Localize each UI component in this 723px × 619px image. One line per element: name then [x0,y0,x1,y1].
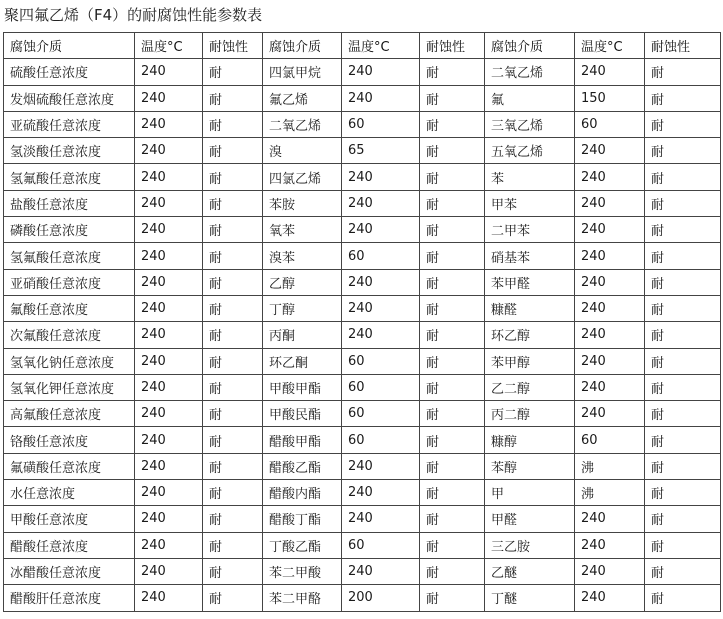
table-cell: 240 [135,348,203,374]
table-cell: 240 [342,269,420,295]
table-cell: 240 [135,401,203,427]
table-cell: 240 [342,217,420,243]
table-cell: 240 [135,480,203,506]
table-cell: 60 [342,532,420,558]
table-cell: 糠醛 [485,295,575,321]
table-cell: 甲酸民酯 [263,401,342,427]
table-cell: 60 [342,374,420,400]
table-cell: 耐 [645,295,721,321]
table-cell: 耐 [645,558,721,584]
table-cell: 240 [575,558,645,584]
table-cell: 三氧乙烯 [485,111,575,137]
table-cell: 60 [342,401,420,427]
table-cell: 醋酸乙酯 [263,453,342,479]
table-cell: 耐 [645,111,721,137]
table-row [4,164,721,190]
table-cell: 耐 [645,190,721,216]
table-cell: 60 [575,427,645,453]
table-cell: 五氧乙烯 [485,138,575,164]
table-row [4,269,721,295]
table-cell: 氢氟酸任意浓度 [4,243,135,269]
table-cell: 240 [135,295,203,321]
table-cell: 高氟酸任意浓度 [4,401,135,427]
table-cell: 丁醇 [263,295,342,321]
table-cell: 耐 [203,111,263,137]
table-cell: 耐 [203,374,263,400]
table-row [4,322,721,348]
table-cell: 耐 [645,532,721,558]
table-cell: 耐 [203,59,263,85]
table-cell: 耐 [420,164,485,190]
table-cell: 240 [135,558,203,584]
table-cell: 耐 [645,506,721,532]
table-cell: 240 [135,243,203,269]
table-cell: 氢氟酸任意浓度 [4,164,135,190]
table-cell: 糠醇 [485,427,575,453]
table-cell: 耐 [203,401,263,427]
table-cell: 氟乙烯 [263,85,342,111]
table-cell: 耐 [203,453,263,479]
table-cell: 三乙胺 [485,532,575,558]
table-cell: 二氧乙烯 [263,111,342,137]
table-cell: 240 [575,348,645,374]
table-cell: 四氯乙烯 [263,164,342,190]
table-cell: 60 [342,427,420,453]
table-cell: 耐 [420,401,485,427]
table-cell: 耐 [420,348,485,374]
column-header: 温度°C [575,33,645,59]
table-cell: 丙二醇 [485,401,575,427]
table-cell: 醋酸内酯 [263,480,342,506]
table-cell: 60 [342,243,420,269]
table-cell: 耐 [420,217,485,243]
table-cell: 240 [342,190,420,216]
table-cell: 铬酸任意浓度 [4,427,135,453]
table-cell: 240 [575,295,645,321]
table-cell: 甲酸甲酯 [263,374,342,400]
table-cell: 耐 [420,453,485,479]
table-cell: 耐 [203,243,263,269]
table-cell: 耐 [645,453,721,479]
table-row [4,374,721,400]
table-cell: 耐 [420,59,485,85]
table-cell: 耐 [203,217,263,243]
table-cell: 240 [575,506,645,532]
table-cell: 醋酸甲酯 [263,427,342,453]
table-cell: 耐 [645,85,721,111]
table-cell: 240 [342,85,420,111]
table-cell: 耐 [203,138,263,164]
table-cell: 硝基苯 [485,243,575,269]
table-cell: 苯二甲酪 [263,585,342,611]
table-cell: 240 [342,164,420,190]
table-cell: 240 [575,269,645,295]
table-cell: 240 [575,585,645,611]
table-cell: 240 [342,59,420,85]
table-row [4,348,721,374]
table-cell: 耐 [645,348,721,374]
table-cell: 240 [575,217,645,243]
table-row [4,558,721,584]
table-cell: 磷酸任意浓度 [4,217,135,243]
column-header: 温度°C [135,33,203,59]
table-cell: 耐 [645,269,721,295]
table-cell: 甲醛 [485,506,575,532]
table-cell: 亚硝酸任意浓度 [4,269,135,295]
table-cell: 氢氧化钾任意浓度 [4,374,135,400]
table-cell: 苯二甲酸 [263,558,342,584]
table-cell: 醋酸肝任意浓度 [4,585,135,611]
table-cell: 耐 [420,427,485,453]
table-cell: 240 [575,138,645,164]
table-cell: 240 [135,532,203,558]
table-cell: 耐 [420,374,485,400]
table-cell: 耐 [203,322,263,348]
table-cell: 耐 [420,85,485,111]
table-cell: 环乙酮 [263,348,342,374]
corrosion-table [3,32,721,612]
table-cell: 耐 [420,111,485,137]
table-cell: 发烟硫酸任意浓度 [4,85,135,111]
table-cell: 苯胺 [263,190,342,216]
table-row [4,453,721,479]
table-cell: 240 [575,532,645,558]
table-row [4,506,721,532]
table-row [4,190,721,216]
table-cell: 耐 [203,427,263,453]
table-cell: 苯甲醇 [485,348,575,374]
table-cell: 240 [342,558,420,584]
table-cell: 240 [135,506,203,532]
table-cell: 耐 [645,401,721,427]
table-cell: 耐 [420,506,485,532]
table-cell: 耐 [420,190,485,216]
table-cell: 60 [342,348,420,374]
table-cell: 乙二醇 [485,374,575,400]
table-cell: 耐 [203,295,263,321]
table-cell: 耐 [420,243,485,269]
table-cell: 耐 [420,480,485,506]
table-cell: 甲苯 [485,190,575,216]
table-cell: 200 [342,585,420,611]
table-cell: 丙酮 [263,322,342,348]
table-cell: 耐 [420,269,485,295]
table-cell: 丁酸乙酯 [263,532,342,558]
table-cell: 耐 [645,164,721,190]
table-cell: 甲酸任意浓度 [4,506,135,532]
page-title: 聚四氟乙烯（F4）的耐腐蚀性能参数表 [4,6,263,24]
table-cell: 240 [135,59,203,85]
table-cell: 耐 [645,480,721,506]
table-cell: 耐 [203,585,263,611]
table-cell: 乙醚 [485,558,575,584]
table-cell: 丁醚 [485,585,575,611]
table-cell: 苯 [485,164,575,190]
table-body [4,59,721,611]
table-cell: 240 [135,374,203,400]
table-cell: 水任意浓度 [4,480,135,506]
table-cell: 耐 [203,85,263,111]
table-cell: 氟磺酸任意浓度 [4,453,135,479]
table-cell: 二氧乙烯 [485,59,575,85]
table-cell: 耐 [420,558,485,584]
table-cell: 耐 [420,532,485,558]
table-row [4,532,721,558]
table-cell: 240 [135,111,203,137]
table-row [4,480,721,506]
table-cell: 240 [342,295,420,321]
table-row [4,111,721,137]
table-cell: 甲 [485,480,575,506]
table-row [4,138,721,164]
table-cell: 150 [575,85,645,111]
table-cell: 240 [135,585,203,611]
table-cell: 耐 [203,164,263,190]
table-cell: 耐 [203,532,263,558]
table-cell: 乙醇 [263,269,342,295]
table-cell: 醋酸任意浓度 [4,532,135,558]
table-cell: 65 [342,138,420,164]
table-cell: 60 [575,111,645,137]
table-cell: 60 [342,111,420,137]
table-cell: 耐 [645,217,721,243]
table-cell: 耐 [645,322,721,348]
column-header: 耐蚀性 [645,33,721,59]
table-cell: 二甲苯 [485,217,575,243]
table-cell: 溴苯 [263,243,342,269]
table-cell: 次氟酸任意浓度 [4,322,135,348]
table-cell: 240 [575,190,645,216]
table-cell: 耐 [645,243,721,269]
table-cell: 盐酸任意浓度 [4,190,135,216]
table-cell: 240 [135,190,203,216]
table-row [4,217,721,243]
column-header: 耐蚀性 [420,33,485,59]
table-cell: 240 [575,59,645,85]
table-cell: 耐 [420,295,485,321]
table-cell: 苯甲醛 [485,269,575,295]
table-cell: 耐 [203,506,263,532]
table-cell: 沸 [575,453,645,479]
table-cell: 耐 [203,190,263,216]
table-cell: 240 [342,506,420,532]
table-row [4,85,721,111]
column-header: 腐蚀介质 [4,33,135,59]
table-cell: 氟酸任意浓度 [4,295,135,321]
table-cell: 冰醋酸任意浓度 [4,558,135,584]
table-cell: 240 [135,164,203,190]
table-cell: 沸 [575,480,645,506]
table-cell: 240 [342,480,420,506]
table-row [4,427,721,453]
table-row [4,243,721,269]
table-cell: 溴 [263,138,342,164]
table-cell: 耐 [420,585,485,611]
table-cell: 240 [135,269,203,295]
table-cell: 耐 [203,269,263,295]
table-cell: 240 [575,374,645,400]
table-cell: 耐 [420,138,485,164]
table-cell: 四氯甲烷 [263,59,342,85]
table-row [4,59,721,85]
table-cell: 240 [342,322,420,348]
table-cell: 240 [135,322,203,348]
table-cell: 240 [135,427,203,453]
table-cell: 耐 [420,322,485,348]
table-cell: 耐 [203,480,263,506]
table-cell: 醋酸丁酯 [263,506,342,532]
table-cell: 240 [575,243,645,269]
table-cell: 240 [575,401,645,427]
table-cell: 苯醇 [485,453,575,479]
table-row [4,585,721,611]
table-row [4,295,721,321]
table-cell: 氧苯 [263,217,342,243]
table-cell: 240 [575,322,645,348]
table-cell: 240 [135,217,203,243]
table-cell: 240 [135,138,203,164]
table-cell: 硫酸任意浓度 [4,59,135,85]
column-header: 温度°C [342,33,420,59]
table-cell: 耐 [645,427,721,453]
table-cell: 环乙醇 [485,322,575,348]
table-header-row [4,33,721,59]
column-header: 腐蚀介质 [263,33,342,59]
table-cell: 240 [135,453,203,479]
table-cell: 耐 [645,585,721,611]
table-cell: 氢淡酸任意浓度 [4,138,135,164]
table-cell: 耐 [645,138,721,164]
table-cell: 亚硫酸任意浓度 [4,111,135,137]
table-cell: 240 [135,85,203,111]
table-cell: 耐 [645,374,721,400]
table-cell: 240 [575,164,645,190]
table-row [4,401,721,427]
table-cell: 240 [342,453,420,479]
table-cell: 耐 [203,558,263,584]
table-cell: 耐 [645,59,721,85]
table-cell: 耐 [203,348,263,374]
column-header: 耐蚀性 [203,33,263,59]
table-cell: 氢氧化钠任意浓度 [4,348,135,374]
column-header: 腐蚀介质 [485,33,575,59]
table-cell: 氟 [485,85,575,111]
